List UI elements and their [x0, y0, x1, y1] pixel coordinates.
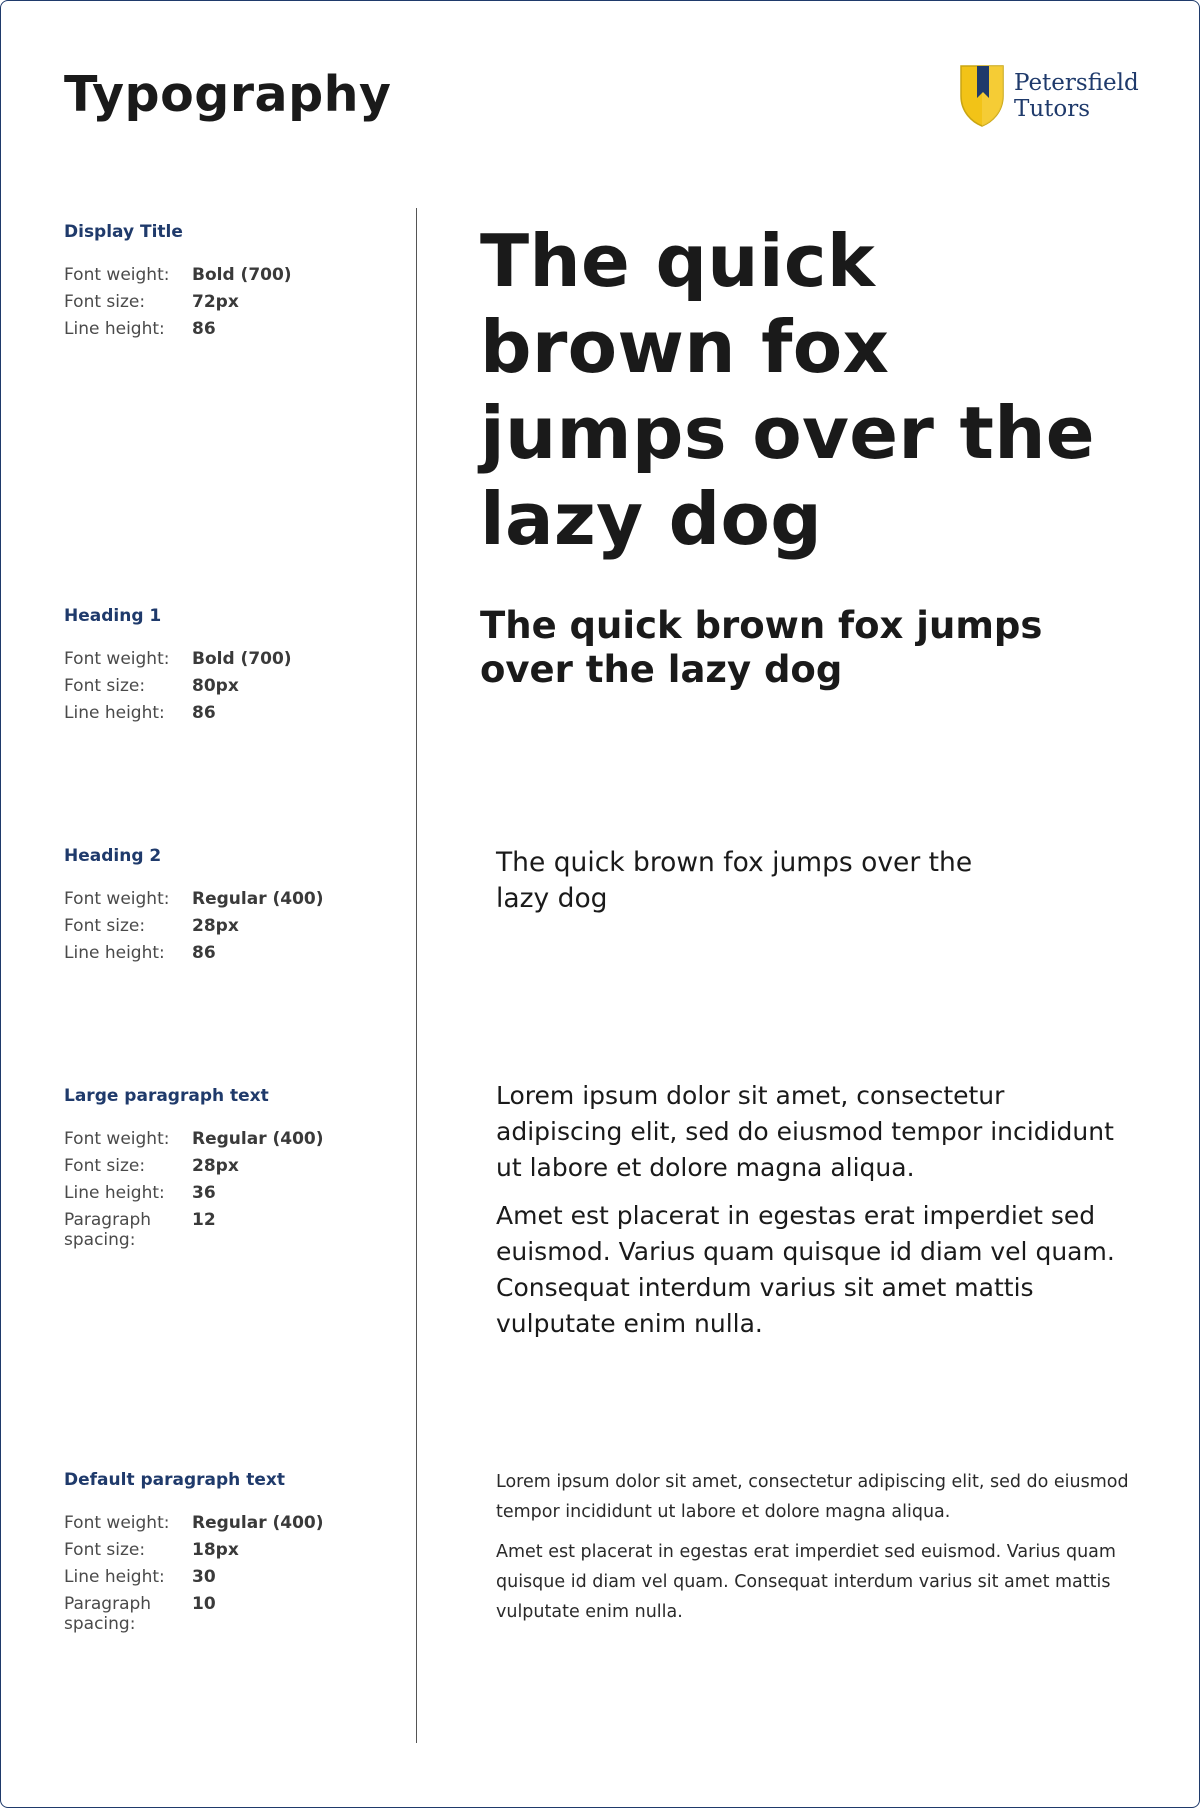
spec-heading-2	[64, 843, 394, 970]
spec-name: Display Title	[64, 222, 183, 242]
spec-value: 12	[192, 1210, 216, 1230]
spec-value: Regular (400)	[192, 1513, 324, 1533]
spec-value: 86	[192, 319, 216, 339]
spec-name: Heading 1	[64, 606, 162, 626]
default-paragraph: Lorem ipsum dolor sit amet, consectetur adipiscing elit, sed do eiusmod tempor incididunt ut labore et dolore magna aliqua.	[496, 1472, 1129, 1522]
large-paragraph: Lorem ipsum dolor sit amet, consectetur adipiscing elit, sed do eiusmod tempor incididunt ut labore et dolore magna aliqua.	[496, 1081, 1114, 1182]
spec-value: 72px	[192, 292, 239, 312]
spec-row	[64, 916, 394, 936]
heading-2-sample: The quick brown fox jumps over the lazy dog	[496, 847, 973, 914]
spec-row	[64, 1594, 394, 1634]
spec-row	[64, 1210, 394, 1250]
spec-value: 36	[192, 1183, 216, 1203]
logo-name-line2: Tutors	[1014, 96, 1091, 122]
page-title: Typography	[64, 66, 392, 123]
spec-row	[64, 292, 394, 312]
spec-row	[64, 676, 394, 696]
spec-heading-1	[64, 603, 394, 730]
logo	[958, 62, 1139, 128]
spec-label: Font weight:	[64, 265, 170, 285]
spec-large-paragraph	[64, 1083, 394, 1257]
default-paragraph: Amet est placerat in egestas erat imperdiet sed euismod. Varius quam quisque id diam vel quam. Consequat interdum varius sit amet mattis vulputate enim nulla.	[496, 1542, 1116, 1622]
large-paragraph-sample	[496, 1078, 1136, 1354]
spec-name: Large paragraph text	[64, 1086, 269, 1106]
spec-row	[64, 1540, 394, 1560]
spec-name: Default paragraph text	[64, 1470, 285, 1490]
spec-value: 18px	[192, 1540, 239, 1560]
spec-row	[64, 1129, 394, 1149]
spec-value: 86	[192, 943, 216, 963]
spec-row	[64, 1183, 394, 1203]
spec-value: Regular (400)	[192, 889, 324, 909]
spec-row	[64, 265, 394, 285]
spec-label: Line height:	[64, 943, 165, 963]
spec-label: Paragraph spacing:	[64, 1594, 152, 1634]
spec-value: Bold (700)	[192, 265, 292, 285]
spec-row	[64, 649, 394, 669]
spec-display-title	[64, 219, 394, 346]
spec-value: 80px	[192, 676, 239, 696]
spec-label: Font weight:	[64, 889, 170, 909]
spec-row	[64, 1567, 394, 1587]
spec-row	[64, 1156, 394, 1176]
spec-value: Regular (400)	[192, 1129, 324, 1149]
spec-row	[64, 319, 394, 339]
spec-value: 30	[192, 1567, 216, 1587]
spec-value: 86	[192, 703, 216, 723]
spec-default-paragraph	[64, 1467, 394, 1641]
spec-name: Heading 2	[64, 846, 162, 866]
column-divider	[416, 208, 417, 1743]
spec-label: Font size:	[64, 676, 146, 696]
spec-label: Line height:	[64, 1183, 165, 1203]
spec-label: Font size:	[64, 292, 146, 312]
spec-row	[64, 1513, 394, 1533]
spec-label: Font weight:	[64, 649, 170, 669]
spec-label: Font weight:	[64, 1513, 170, 1533]
logo-name-line1: Petersfield	[1014, 70, 1139, 96]
spec-row	[64, 943, 394, 963]
spec-label: Line height:	[64, 703, 165, 723]
display-title-sample: The quick brown fox jumps over the lazy dog	[480, 219, 1095, 561]
shield-logo-icon	[958, 62, 1006, 128]
spec-value: 10	[192, 1594, 216, 1614]
spec-label: Font size:	[64, 916, 146, 936]
spec-value: 28px	[192, 916, 239, 936]
default-paragraph-sample	[496, 1467, 1136, 1637]
spec-row	[64, 889, 394, 909]
spec-label: Line height:	[64, 319, 165, 339]
spec-label: Paragraph spacing:	[64, 1210, 152, 1250]
spec-label: Line height:	[64, 1567, 165, 1587]
spec-value: 28px	[192, 1156, 239, 1176]
spec-row	[64, 703, 394, 723]
spec-label: Font size:	[64, 1156, 146, 1176]
heading-1-sample: The quick brown fox jumps over the lazy dog	[480, 604, 1043, 691]
spec-label: Font weight:	[64, 1129, 170, 1149]
spec-label: Font size:	[64, 1540, 146, 1560]
spec-value: Bold (700)	[192, 649, 292, 669]
large-paragraph: Amet est placerat in egestas erat imperdiet sed euismod. Varius quam quisque id diam vel quam. Consequat interdum varius sit amet mattis vulputate enim nulla.	[496, 1201, 1115, 1338]
